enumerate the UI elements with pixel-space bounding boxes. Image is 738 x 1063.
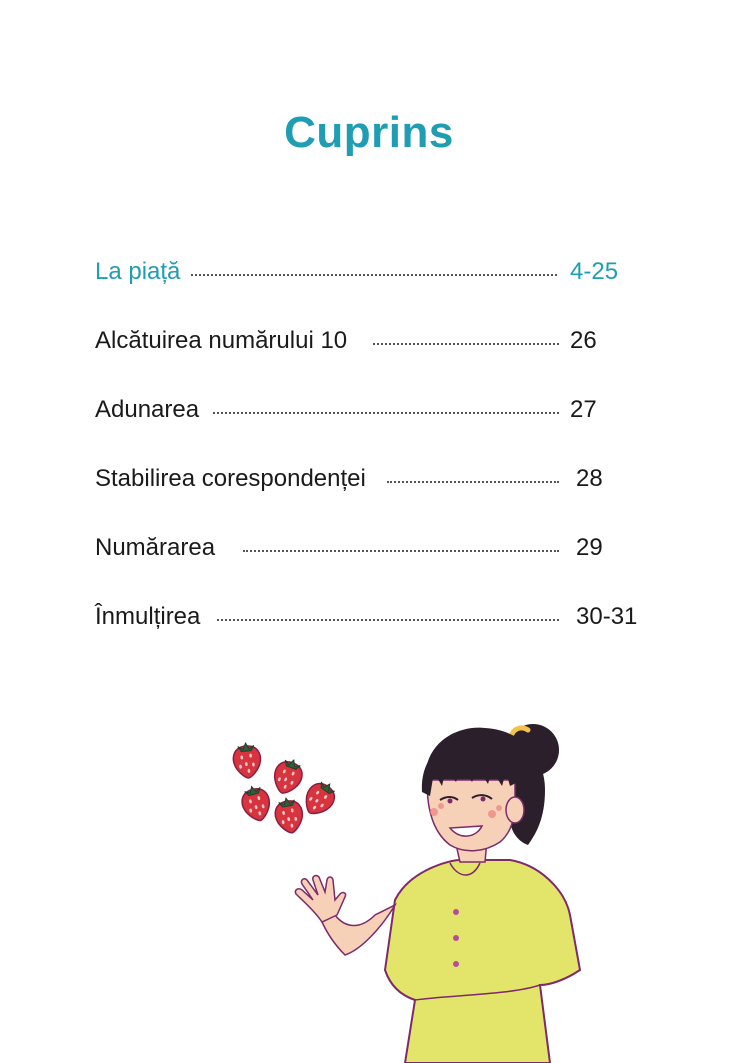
toc-entry-page: 28 [576,465,603,492]
toc-entry-label: La piață [95,255,186,289]
toc-entry-label: Alcătuirea numărului 10 [95,324,353,358]
strawberry [239,783,274,824]
toc-entry[interactable] [95,393,655,427]
toc-leader-dots [213,412,559,414]
strawberry [299,776,341,820]
girl-with-strawberries-illustration [210,700,610,1063]
ear [506,797,524,823]
toc-entry-label: Adunarea [95,393,205,427]
toc-entry-page: 27 [570,396,597,423]
toc-leader-dots [373,343,559,345]
page-title: Cuprins [284,108,454,157]
toc-entry[interactable] [95,324,655,358]
strawberry [273,796,306,835]
toc-entry-label: Numărarea [95,531,221,565]
right-pupil [481,797,486,802]
toc-leader-dots [243,550,559,552]
face [428,780,516,851]
toc-entry-page: 26 [570,327,597,354]
toc-entry-label: Stabilirea corespondenței [95,462,372,496]
hand [295,876,345,922]
strawberry [269,755,306,797]
toc-leader-dots [191,274,557,276]
toc-entry-page: 30-31 [576,603,638,630]
toc-entry-page: 29 [576,534,603,561]
toc-entry-label: Înmulțirea [95,600,206,634]
toc-entry[interactable] [95,255,655,289]
strawberry-group [232,742,341,835]
toc-leader-dots [387,481,559,483]
toc-leader-dots [217,619,559,621]
dress [385,860,580,1063]
toc-entry[interactable] [95,600,655,634]
toc-entry[interactable] [95,531,655,565]
toc-entry[interactable] [95,462,655,496]
left-pupil [448,799,453,804]
toc-entry-page: 4-25 [570,258,619,285]
strawberry [232,742,262,779]
